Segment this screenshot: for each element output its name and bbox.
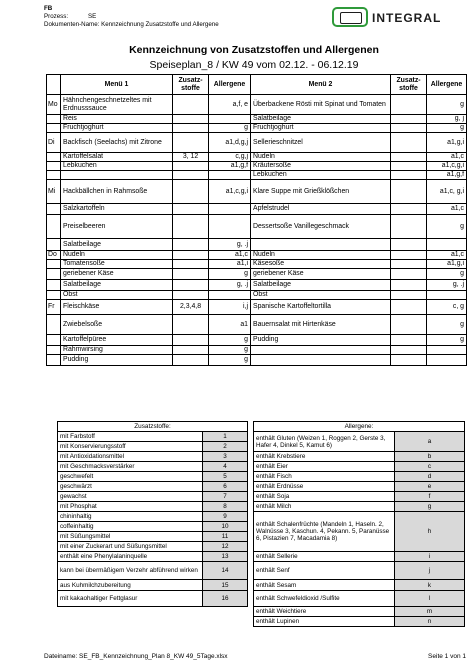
day-cell xyxy=(47,162,61,171)
menu1-item: Hackbällchen in Rahmsoße xyxy=(61,180,173,204)
allergen-code: g xyxy=(395,502,465,512)
menu1-zusatz xyxy=(173,355,209,366)
zusatzstoff-code: 1 xyxy=(203,432,248,442)
menu1-allergene: a1,i xyxy=(209,260,251,269)
menu2-item: Obst xyxy=(251,291,391,300)
menu2-allergene: g xyxy=(427,269,467,280)
zusatzstoff-code: 5 xyxy=(203,472,248,482)
allergen-code: d xyxy=(395,472,465,482)
legend-row xyxy=(58,472,465,482)
day-cell xyxy=(47,260,61,269)
menu2-allergene: a1,g,i xyxy=(427,260,467,269)
menu1-zusatz xyxy=(173,239,209,251)
allergen-label: enthält Gluten (Weizen 1, Roggen 2, Gerste 3, Hafer 4, Dinkel 5, Kamut 6) xyxy=(254,432,395,452)
menu2-item: Apfelstrudel xyxy=(251,204,391,215)
menu1-item: Preiselbeeren xyxy=(61,215,173,239)
day-cell: Mo xyxy=(47,95,61,115)
zusatzstoff-label: mit Süßungsmittel xyxy=(58,532,203,542)
legend-table xyxy=(57,421,465,627)
menu2-allergene: c, g xyxy=(427,300,467,315)
legend-row xyxy=(58,492,465,502)
day-cell xyxy=(47,115,61,124)
day-cell: Mi xyxy=(47,180,61,204)
allergen-label: enthält Fisch xyxy=(254,472,395,482)
allergen-label: enthält Krebstiere xyxy=(254,452,395,462)
menu1-allergene: g xyxy=(209,335,251,346)
menu2-item: Käsesoße xyxy=(251,260,391,269)
zusatzstoff-label: kann bei übermäßigem Verzehr abführend wirken xyxy=(58,562,203,580)
menu1-zusatz xyxy=(173,269,209,280)
zusatzstoff-code: 11 xyxy=(203,532,248,542)
menu-table xyxy=(46,74,467,366)
zusatzstoff-code: 3 xyxy=(203,452,248,462)
integral-logo xyxy=(332,7,462,29)
day-cell xyxy=(47,171,61,180)
menu1-allergene xyxy=(209,171,251,180)
menu1-item xyxy=(61,171,173,180)
day-cell xyxy=(47,280,61,291)
menu1-zusatz xyxy=(173,335,209,346)
legend-row xyxy=(58,502,465,512)
menu2-zusatz xyxy=(391,215,427,239)
prozess-label: Prozess: xyxy=(44,13,69,20)
zusatzstoff-label: geschwefelt xyxy=(58,472,203,482)
logo-text: INTEGRAL xyxy=(372,11,442,25)
zusatzstoff-label: gewachst xyxy=(58,492,203,502)
menu2-allergene: a1,g,i xyxy=(427,133,467,153)
menu2-item xyxy=(251,355,391,366)
menu2-zusatz xyxy=(391,115,427,124)
menu1-zusatz xyxy=(173,204,209,215)
allergen-label: enthält Sellerie xyxy=(254,552,395,562)
menu-row xyxy=(47,280,467,291)
legend-row xyxy=(58,432,465,442)
menu2-zusatz xyxy=(391,260,427,269)
menu2-zusatz xyxy=(391,315,427,335)
menu1-allergene: g xyxy=(209,269,251,280)
menu1-zusatz: 3, 12 xyxy=(173,153,209,162)
menu1-zusatz xyxy=(173,260,209,269)
menu1-allergene xyxy=(209,204,251,215)
menu-row xyxy=(47,260,467,269)
allergen-label: enthält Lupinen xyxy=(254,617,395,627)
legend-row xyxy=(58,552,465,562)
menu1-allergene: a1,c,g,i xyxy=(209,180,251,204)
allergen-label: enthält Sesam xyxy=(254,580,395,591)
menu-row xyxy=(47,153,467,162)
allergen-code: k xyxy=(395,580,465,591)
menu-row xyxy=(47,291,467,300)
menu1-item: Salatbeilage xyxy=(61,280,173,291)
zusatzstoff-label: mit kakaohaltiger Fettglasur xyxy=(58,591,203,607)
menu1-zusatz xyxy=(173,115,209,124)
menu1-item: Kartoffelsalat xyxy=(61,153,173,162)
menu1-allergene xyxy=(209,291,251,300)
menu1-item: Lebkuchen xyxy=(61,162,173,171)
allergen-label: enthält Schwefeldioxid /Sulfite xyxy=(254,591,395,607)
menu2-item xyxy=(251,239,391,251)
zusatzstoff-code: 14 xyxy=(203,562,248,580)
day-cell: Do xyxy=(47,251,61,260)
dokument-label: Dokumenten-Name: xyxy=(44,21,100,28)
menu2-zusatz xyxy=(391,95,427,115)
allergen-code: l xyxy=(395,591,465,607)
menu1-item: Salzkartoffeln xyxy=(61,204,173,215)
zusatzstoff-code: 9 xyxy=(203,512,248,522)
zusatzstoff-label: mit Konservierungsstoff xyxy=(58,442,203,452)
menu2-allergene: g, j xyxy=(427,115,467,124)
menu-row xyxy=(47,346,467,355)
allergen-code: i xyxy=(395,552,465,562)
legend-row xyxy=(58,562,465,580)
menu2-item: Spanische Kartoffeltortilla xyxy=(251,300,391,315)
menu1-allergene: g, .j xyxy=(209,280,251,291)
menu1-item: Reis xyxy=(61,115,173,124)
allergen-label: enthält Milch xyxy=(254,502,395,512)
menu2-allergene xyxy=(427,291,467,300)
menu2-allergene xyxy=(427,346,467,355)
menu1-item: Kartoffelpüree xyxy=(61,335,173,346)
menu1-zusatz xyxy=(173,280,209,291)
menu1-item: Nudeln xyxy=(61,251,173,260)
zusatzstoff-code: 15 xyxy=(203,580,248,591)
menu-row xyxy=(47,269,467,280)
allergen-code: c xyxy=(395,462,465,472)
menu2-allergene: g xyxy=(427,95,467,115)
menu1-item: Backfisch (Seelachs) mit Zitrone xyxy=(61,133,173,153)
menu2-zusatz xyxy=(391,335,427,346)
menu1-item: Salatbeilage xyxy=(61,239,173,251)
menu-row xyxy=(47,215,467,239)
allergen-label: enthält Senf xyxy=(254,562,395,580)
menu2-zusatz xyxy=(391,153,427,162)
menu1-allergene: c,g,j xyxy=(209,153,251,162)
allergen-code: a xyxy=(395,432,465,452)
day-cell xyxy=(47,355,61,366)
menu2-item: Sellerieschnitzel xyxy=(251,133,391,153)
page-subtitle: Speiseplan_8 / KW 49 vom 02.12. - 06.12.19 xyxy=(149,59,359,71)
menu2-allergene: a1,c xyxy=(427,204,467,215)
allergene2-header: Allergene xyxy=(427,75,467,95)
menu1-item: Fruchtjoghurt xyxy=(61,124,173,133)
menu1-item: geriebener Käse xyxy=(61,269,173,280)
menu2-allergene: g, .j xyxy=(427,280,467,291)
zusatz2-header: Zusatz-stoffe xyxy=(391,75,427,95)
menu2-item: Klare Suppe mit Grießklößchen xyxy=(251,180,391,204)
allergen-label: enthält Eier xyxy=(254,462,395,472)
menu2-item: Lebkuchen xyxy=(251,171,391,180)
menu2-item: Überbackene Rösti mit Spinat und Tomaten xyxy=(251,95,391,115)
logo-icon xyxy=(332,7,368,27)
menu1-zusatz xyxy=(173,215,209,239)
menu1-zusatz xyxy=(173,180,209,204)
menu1-zusatz xyxy=(173,315,209,335)
menu2-zusatz xyxy=(391,291,427,300)
zusatzstoff-code: 10 xyxy=(203,522,248,532)
zusatzstoff-code: 8 xyxy=(203,502,248,512)
menu2-allergene: a1,g,f xyxy=(427,171,467,180)
menu2-item: Salatbeilage xyxy=(251,115,391,124)
menu1-allergene: g xyxy=(209,355,251,366)
menu1-zusatz: 2,3,4,8 xyxy=(173,300,209,315)
allergen-code: f xyxy=(395,492,465,502)
day-cell xyxy=(47,239,61,251)
menu2-header: Menü 2 xyxy=(251,75,391,95)
allergen-code: n xyxy=(395,617,465,627)
legend-row xyxy=(58,607,465,617)
menu2-allergene xyxy=(427,355,467,366)
menu-row xyxy=(47,171,467,180)
day-cell xyxy=(47,124,61,133)
allergen-code: m xyxy=(395,607,465,617)
zusatzstoff-label: mit Farbstoff xyxy=(58,432,203,442)
legend-row xyxy=(58,580,465,591)
legend-row xyxy=(58,617,465,627)
menu1-allergene xyxy=(209,215,251,239)
allergen-code: j xyxy=(395,562,465,580)
zusatzstoff-label: coffeinhaltig xyxy=(58,522,203,532)
menu2-zusatz xyxy=(391,171,427,180)
menu1-allergene: a1,g,f xyxy=(209,162,251,171)
dokument-value: Kennzeichnung Zusatzstoffe und Allergene xyxy=(101,21,219,28)
allergen-label: enthält Weichtiere xyxy=(254,607,395,617)
menu-row xyxy=(47,204,467,215)
menu1-allergene: g xyxy=(209,346,251,355)
menu-row xyxy=(47,124,467,133)
menu1-item: Fleischkäse xyxy=(61,300,173,315)
menu2-allergene: a1,c, g,i xyxy=(427,180,467,204)
menu1-item: Zwiebelsoße xyxy=(61,315,173,335)
menu1-item: Pudding xyxy=(61,355,173,366)
day-cell xyxy=(47,269,61,280)
allergen-label: enthält Schalenfrüchte (Mandeln 1, Haseln. 2, Walnüsse 3, Kaschun. 4, Pekann. 5, Paranüsse 6, Pistazien 7, Macadamia 8) xyxy=(254,512,395,552)
menu2-item: Pudding xyxy=(251,335,391,346)
zusatzstoff-code: 7 xyxy=(203,492,248,502)
menu2-zusatz xyxy=(391,280,427,291)
menu-row xyxy=(47,300,467,315)
prozess-value: SE xyxy=(88,13,97,20)
day-cell xyxy=(47,315,61,335)
zusatzstoff-label: aus Kuhmilchzubereitung xyxy=(58,580,203,591)
menu2-item: Dessertsoße Vanillegeschmack xyxy=(251,215,391,239)
legend-row xyxy=(58,591,465,607)
zusatz1-header: Zusatz-stoffe xyxy=(173,75,209,95)
menu1-item: Obst xyxy=(61,291,173,300)
allergen-code: b xyxy=(395,452,465,462)
menu2-allergene xyxy=(427,239,467,251)
zusatzstoff-code: 13 xyxy=(203,552,248,562)
menu1-header: Menü 1 xyxy=(61,75,173,95)
menu2-zusatz xyxy=(391,269,427,280)
menu2-allergene: g xyxy=(427,335,467,346)
menu-row xyxy=(47,315,467,335)
menu1-zusatz xyxy=(173,133,209,153)
menu2-zusatz xyxy=(391,180,427,204)
menu1-zusatz xyxy=(173,171,209,180)
day-cell xyxy=(47,215,61,239)
menu2-zusatz xyxy=(391,239,427,251)
menu-row xyxy=(47,162,467,171)
menu1-item: Rahmwirsing xyxy=(61,346,173,355)
allergene-header: Allergene: xyxy=(254,422,465,432)
menu1-zusatz xyxy=(173,251,209,260)
menu2-zusatz xyxy=(391,124,427,133)
menu1-allergene: g xyxy=(209,124,251,133)
menu1-zusatz xyxy=(173,346,209,355)
menu2-zusatz xyxy=(391,300,427,315)
menu1-allergene: a1 xyxy=(209,315,251,335)
menu2-item: Bauernsalat mit Hirtenkäse xyxy=(251,315,391,335)
menu2-zusatz xyxy=(391,355,427,366)
menu2-item xyxy=(251,346,391,355)
menu-row xyxy=(47,335,467,346)
zusatzstoff-label: mit einer Zuckerart und Süßungsmittel xyxy=(58,542,203,552)
zusatzstoff-code: 4 xyxy=(203,462,248,472)
menu2-zusatz xyxy=(391,251,427,260)
menu1-item: Hähnchengeschnetzeltes mit Erdnusssauce xyxy=(61,95,173,115)
day-cell xyxy=(47,335,61,346)
menu2-item: geriebener Käse xyxy=(251,269,391,280)
legend-row xyxy=(58,512,465,522)
page-title: Kennzeichnung von Zusatzstoffen und Allergenen xyxy=(129,44,379,56)
allergen-label: enthält Erdnüsse xyxy=(254,482,395,492)
footer-page: Seite 1 von 1 xyxy=(428,653,466,660)
zusatzstoff-label: enthält eine Phenylalaninquelle xyxy=(58,552,203,562)
menu2-zusatz xyxy=(391,346,427,355)
menu2-zusatz xyxy=(391,204,427,215)
zusatzstoff-label: geschwärzt xyxy=(58,482,203,492)
day-cell xyxy=(47,204,61,215)
day-cell: Di xyxy=(47,133,61,153)
menu2-allergene: a1,c xyxy=(427,251,467,260)
menu1-allergene: a1,c xyxy=(209,251,251,260)
menu1-zusatz xyxy=(173,291,209,300)
zusatzstoffe-header: Zusatzstoffe: xyxy=(58,422,248,432)
menu2-item: Fruchtjoghurt xyxy=(251,124,391,133)
menu-row xyxy=(47,133,467,153)
menu1-allergene: i,j xyxy=(209,300,251,315)
menu2-zusatz xyxy=(391,162,427,171)
menu2-zusatz xyxy=(391,133,427,153)
zusatzstoff-code: 2 xyxy=(203,442,248,452)
menu1-item: Tomatensoße xyxy=(61,260,173,269)
menu1-zusatz xyxy=(173,162,209,171)
zusatzstoff-label: chininhaltig xyxy=(58,512,203,522)
menu2-allergene: g xyxy=(427,315,467,335)
zusatzstoff-code: 16 xyxy=(203,591,248,607)
menu-row xyxy=(47,115,467,124)
legend-row xyxy=(58,482,465,492)
day-cell xyxy=(47,153,61,162)
menu-row xyxy=(47,239,467,251)
menu1-zusatz xyxy=(173,124,209,133)
allergen-code: e xyxy=(395,482,465,492)
legend-row xyxy=(58,462,465,472)
zusatzstoff-label: mit Geschmacksverstärker xyxy=(58,462,203,472)
menu2-item: Salatbeilage xyxy=(251,280,391,291)
menu1-allergene xyxy=(209,115,251,124)
zusatzstoff-label: mit Antioxidationsmittel xyxy=(58,452,203,462)
day-cell: Fr xyxy=(47,300,61,315)
menu2-allergene: g xyxy=(427,215,467,239)
menu2-allergene: a1,c,g,i xyxy=(427,162,467,171)
fb-label: FB xyxy=(44,5,53,12)
menu2-item: Kräutersoße xyxy=(251,162,391,171)
menu-row xyxy=(47,180,467,204)
allergen-label: enthält Soja xyxy=(254,492,395,502)
allergen-code: h xyxy=(395,512,465,552)
zusatzstoff-code: 12 xyxy=(203,542,248,552)
menu-row xyxy=(47,95,467,115)
day-cell xyxy=(47,291,61,300)
menu1-allergene: a1,d,g,j xyxy=(209,133,251,153)
menu2-allergene: a1,c xyxy=(427,153,467,162)
menu-row xyxy=(47,355,467,366)
allergene1-header: Allergene xyxy=(209,75,251,95)
menu-row xyxy=(47,251,467,260)
menu2-item: Nudeln xyxy=(251,153,391,162)
footer-filename: Dateiname: SE_FB_Kennzeichnung_Plan 8_KW 49_5Tage.xlsx xyxy=(44,653,228,660)
menu1-allergene: g, .j xyxy=(209,239,251,251)
zusatzstoff-code: 6 xyxy=(203,482,248,492)
document-header xyxy=(44,5,219,29)
day-cell xyxy=(47,346,61,355)
menu2-allergene: g xyxy=(427,124,467,133)
menu2-item: Nudeln xyxy=(251,251,391,260)
legend-row xyxy=(58,452,465,462)
page-footer xyxy=(44,653,468,660)
zusatzstoff-label: mit Phosphat xyxy=(58,502,203,512)
menu1-zusatz xyxy=(173,95,209,115)
menu1-allergene: a,f, e xyxy=(209,95,251,115)
